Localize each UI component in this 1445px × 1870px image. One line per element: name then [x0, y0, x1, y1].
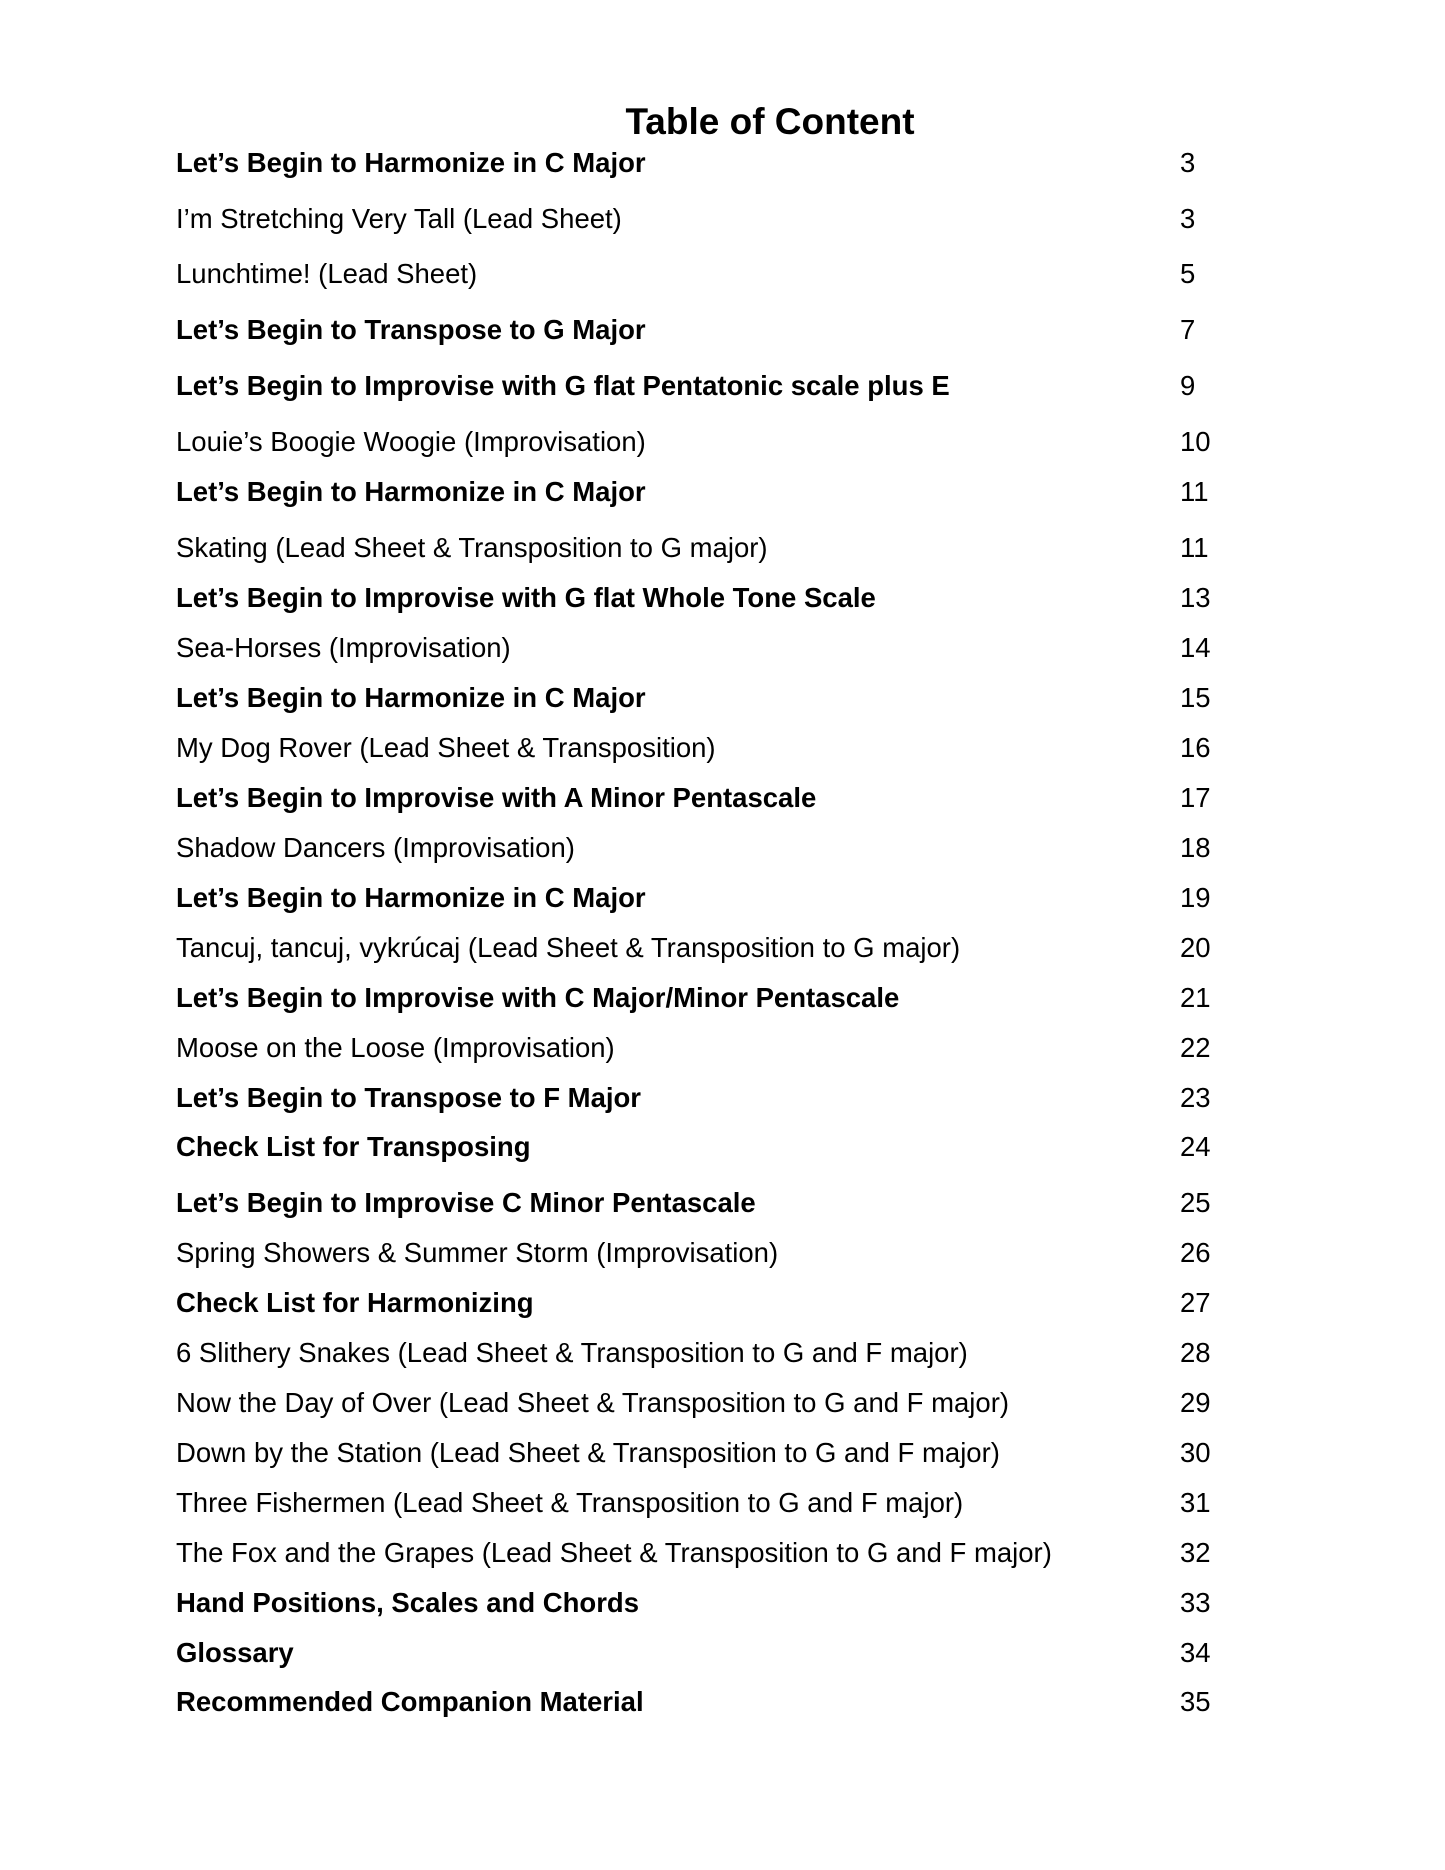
- toc-entry-title: Recommended Companion Material: [176, 1686, 644, 1717]
- toc-entry-title: Louie’s Boogie Woogie (Improvisation): [176, 426, 646, 457]
- toc-entry-page: 33: [1180, 1587, 1211, 1618]
- toc-entry: [176, 728, 1226, 768]
- toc-entry-page: 23: [1180, 1082, 1211, 1113]
- toc-entry-title: My Dog Rover (Lead Sheet & Transposition): [176, 732, 716, 763]
- toc-entry-page: 11: [1180, 532, 1209, 563]
- toc-entry-title: 6 Slithery Snakes (Lead Sheet & Transposition to G and F major): [176, 1337, 968, 1368]
- toc-entry-page: 27: [1180, 1287, 1211, 1318]
- toc-entry-page: 29: [1180, 1387, 1211, 1418]
- toc-entry: [176, 1383, 1226, 1423]
- toc-entry-page: 30: [1180, 1437, 1211, 1468]
- toc-entry: [176, 1533, 1226, 1573]
- toc-entry-title: Let’s Begin to Transpose to G Major: [176, 314, 646, 345]
- toc-entry-title: Let’s Begin to Harmonize in C Major: [176, 682, 646, 713]
- toc-entry-page: 7: [1180, 314, 1196, 345]
- toc-entry: [176, 878, 1226, 918]
- toc-entry-title: Spring Showers & Summer Storm (Improvisation): [176, 1237, 779, 1268]
- toc-entry: [176, 828, 1226, 868]
- toc-entry-page: 22: [1180, 1032, 1211, 1063]
- toc-entry-title: Let’s Begin to Improvise with G flat Whole Tone Scale: [176, 582, 876, 613]
- toc-entry-page: 3: [1180, 203, 1196, 234]
- toc-entry-title: Let’s Begin to Improvise with A Minor Pentascale: [176, 782, 817, 813]
- toc-entry: [176, 1333, 1226, 1373]
- toc-entry-page: 16: [1180, 732, 1211, 763]
- toc-entry: [176, 472, 1226, 512]
- toc-entry-page: 32: [1180, 1537, 1211, 1568]
- toc-entry-page: 9: [1180, 370, 1196, 401]
- toc-entry-page: 24: [1180, 1131, 1211, 1162]
- toc-entry: [176, 1028, 1226, 1068]
- toc-entry: [176, 1433, 1226, 1473]
- toc-entry-title: Down by the Station (Lead Sheet & Transposition to G and F major): [176, 1437, 1000, 1468]
- toc-entry-title: Check List for Harmonizing: [176, 1287, 534, 1318]
- toc-entry-page: 17: [1180, 782, 1211, 813]
- toc-entry-page: 35: [1180, 1686, 1211, 1717]
- toc-entry-page: 21: [1180, 982, 1211, 1013]
- toc-entry: [176, 1127, 1226, 1167]
- toc-entry-title: Let’s Begin to Improvise C Minor Pentascale: [176, 1187, 756, 1218]
- toc-entry-title: Lunchtime! (Lead Sheet): [176, 258, 478, 289]
- toc-entry: [176, 928, 1226, 968]
- toc-entry-title: Glossary: [176, 1637, 294, 1668]
- toc-entry: [176, 1633, 1226, 1673]
- toc-entry-page: 25: [1180, 1187, 1211, 1218]
- toc-entry-title: Skating (Lead Sheet & Transposition to G major): [176, 532, 768, 563]
- toc-entry-page: 3: [1180, 147, 1196, 178]
- toc-entry: [176, 1183, 1226, 1223]
- toc-entry-title: I’m Stretching Very Tall (Lead Sheet): [176, 203, 622, 234]
- toc-entry-page: 31: [1180, 1487, 1211, 1518]
- toc-entry: [176, 1682, 1226, 1722]
- toc-entry: [176, 310, 1226, 350]
- toc-entry-title: Three Fishermen (Lead Sheet & Transposition to G and F major): [176, 1487, 964, 1518]
- toc-entry-title: Let’s Begin to Transpose to F Major: [176, 1082, 642, 1113]
- toc-entry: [176, 1583, 1226, 1623]
- toc-entry-title: Tancuj, tancuj, vykrúcaj (Lead Sheet & Transposition to G major): [176, 932, 961, 963]
- toc-entry-title: Let’s Begin to Harmonize in C Major: [176, 147, 646, 178]
- toc-entry: [176, 528, 1226, 568]
- toc-entry: [176, 1078, 1226, 1118]
- toc-entry-title: Moose on the Loose (Improvisation): [176, 1032, 615, 1063]
- toc-entry-page: 11: [1180, 476, 1209, 507]
- toc-entry-page: 15: [1180, 682, 1211, 713]
- toc-entry-title: Sea-Horses (Improvisation): [176, 632, 511, 663]
- page-title: Table of Content: [625, 101, 915, 142]
- toc-entry-title: Now the Day of Over (Lead Sheet & Transposition to G and F major): [176, 1387, 1010, 1418]
- toc-entry-title: Let’s Begin to Improvise with G flat Pentatonic scale plus E: [176, 370, 950, 401]
- toc-entry: [176, 1283, 1226, 1323]
- toc-entry: [176, 978, 1226, 1018]
- toc-entry: [176, 366, 1226, 406]
- toc-entry-page: 26: [1180, 1237, 1211, 1268]
- toc-entry-page: 28: [1180, 1337, 1211, 1368]
- toc-entry-title: Shadow Dancers (Improvisation): [176, 832, 575, 863]
- toc-entry: [176, 778, 1226, 818]
- toc-entry-title: Let’s Begin to Harmonize in C Major: [176, 476, 646, 507]
- toc-entry-page: 10: [1180, 426, 1211, 457]
- toc-entry-page: 19: [1180, 882, 1211, 913]
- toc-entry: [176, 422, 1226, 462]
- toc-entry-title: Check List for Transposing: [176, 1131, 531, 1162]
- toc-entry: [176, 143, 1226, 183]
- toc-entry-page: 20: [1180, 932, 1211, 963]
- toc-entry-title: Let’s Begin to Harmonize in C Major: [176, 882, 646, 913]
- toc-entry: [176, 1233, 1226, 1273]
- toc-entry-page: 34: [1180, 1637, 1211, 1668]
- toc-entry: [176, 1483, 1226, 1523]
- toc-entry-title: Hand Positions, Scales and Chords: [176, 1587, 640, 1618]
- toc-entry: [176, 678, 1226, 718]
- toc-entry: [176, 628, 1226, 668]
- toc-entry-title: Let’s Begin to Improvise with C Major/Minor Pentascale: [176, 982, 900, 1013]
- toc-entry-page: 18: [1180, 832, 1211, 863]
- toc-entry: [176, 254, 1226, 294]
- toc-entry: [176, 199, 1226, 239]
- toc-entry: [176, 578, 1226, 618]
- toc-entry-page: 13: [1180, 582, 1211, 613]
- toc-entry-title: The Fox and the Grapes (Lead Sheet & Transposition to G and F major): [176, 1537, 1052, 1568]
- toc-entry-page: 14: [1180, 632, 1211, 663]
- toc-entry-page: 5: [1180, 258, 1196, 289]
